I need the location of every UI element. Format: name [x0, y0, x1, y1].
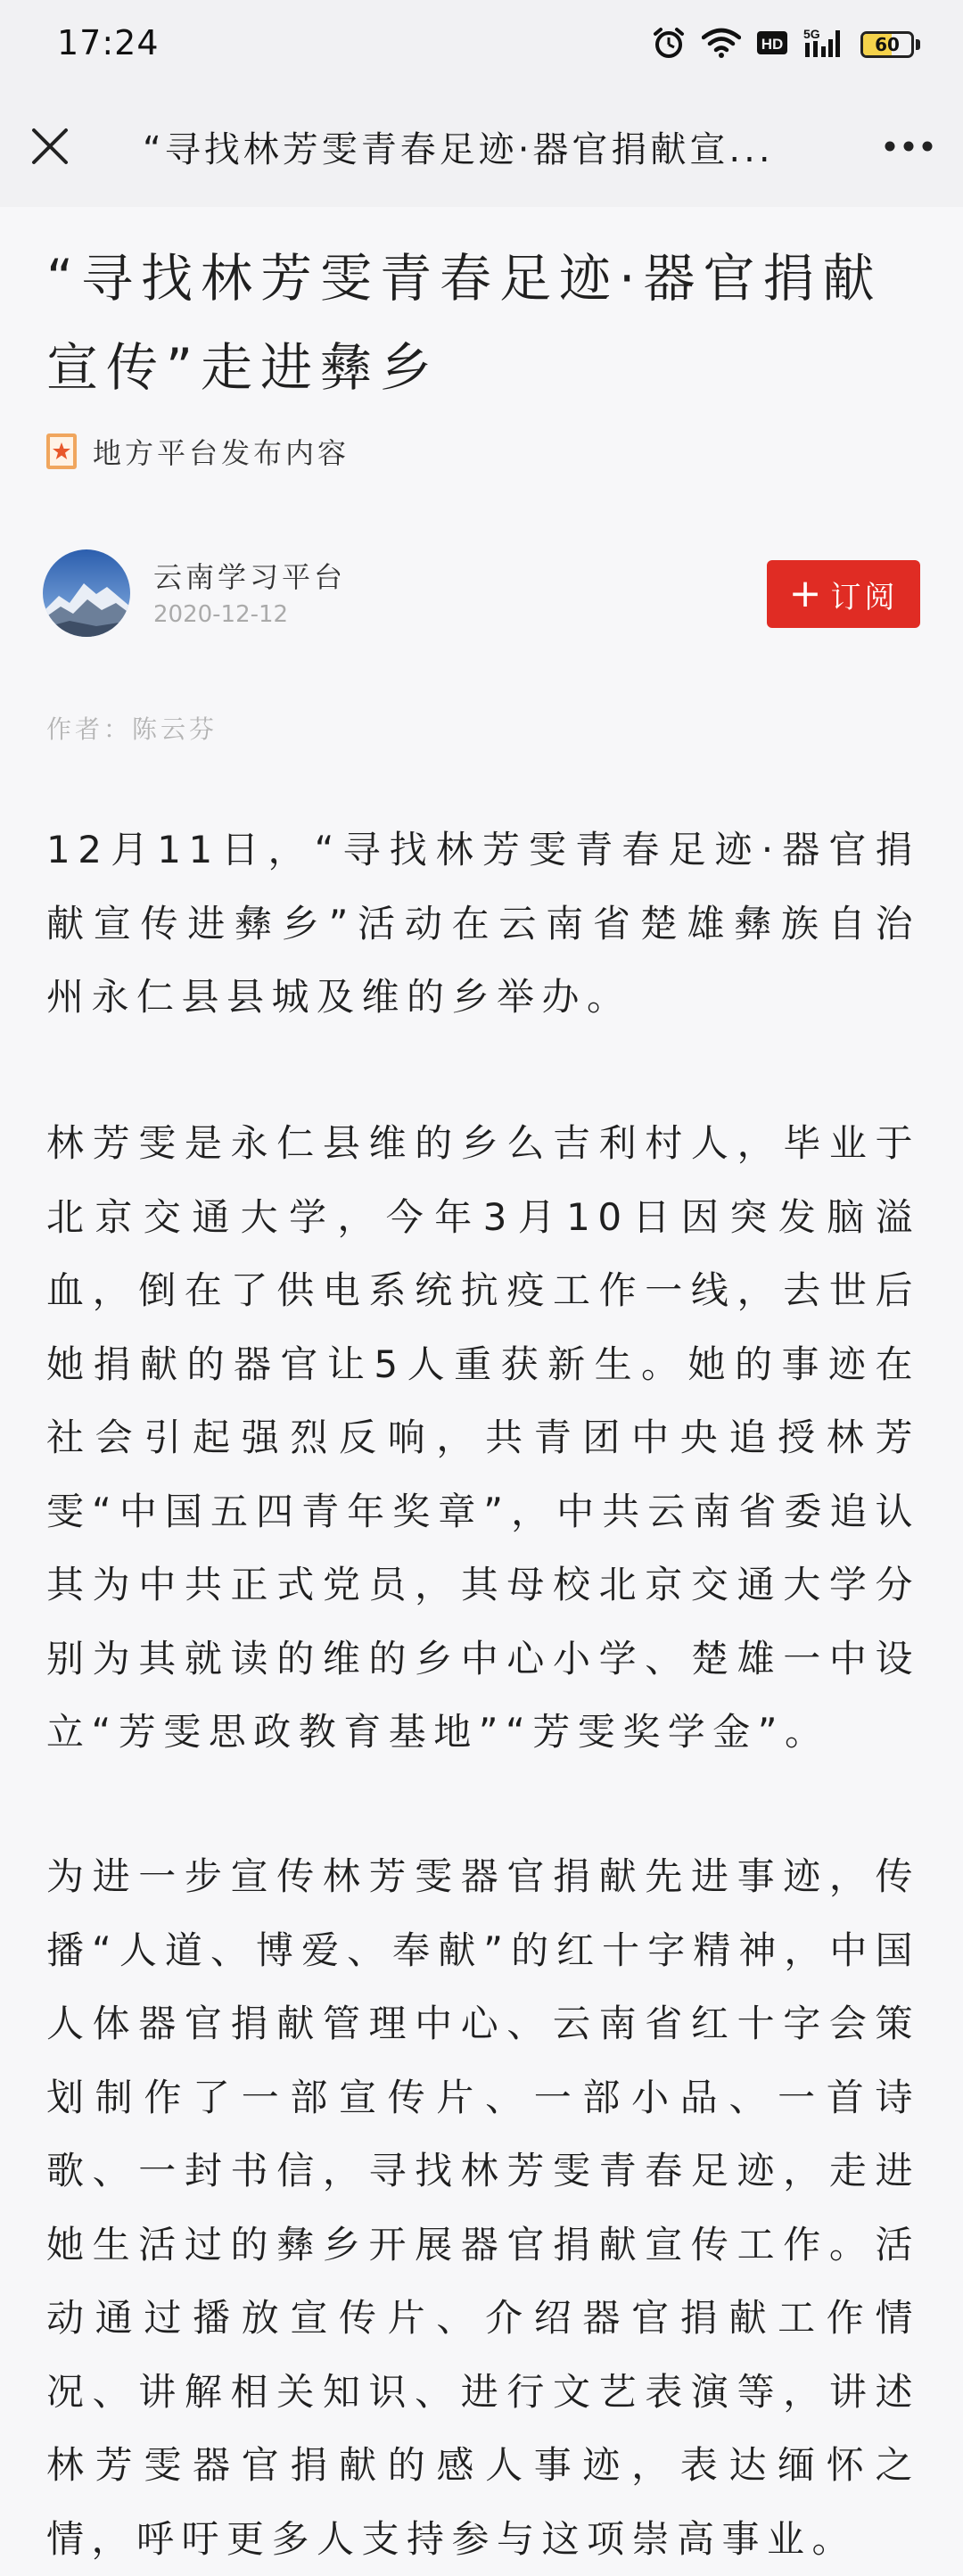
subscribe-label: 订阅	[830, 579, 899, 615]
article-headline: “寻找林芳雯青春足迹·器官捐献宣传”走进彝乡	[46, 248, 883, 398]
status-icons	[652, 25, 920, 64]
status-bar	[0, 0, 963, 89]
source-label: 地方平台发布内容	[93, 436, 350, 470]
more-icon	[884, 140, 934, 153]
publisher-avatar[interactable]	[43, 549, 130, 637]
battery-icon	[860, 31, 920, 58]
svg-text:5G: 5G	[803, 27, 820, 41]
source-row	[46, 432, 350, 471]
publisher-name[interactable]: 云南学习平台	[153, 560, 347, 594]
alarm-icon	[652, 26, 686, 63]
subscribe-button[interactable]	[767, 560, 920, 628]
close-button[interactable]	[23, 120, 77, 173]
status-time: 17:24	[57, 23, 160, 62]
publisher-row	[43, 549, 920, 639]
article	[0, 207, 963, 2561]
title-bar	[0, 89, 963, 207]
hd-icon	[757, 29, 787, 60]
more-button[interactable]	[877, 120, 940, 173]
article-paragraph: 林芳雯是永仁县维的乡么吉利村人，毕业于北京交通大学，今年3月10日因突发脑溢血，倒在了供电系统抗疫工作一线，去世后她捐献的器官让5人重获新生。她的事迹在社会引起强烈反响，共青团中央追授林芳雯“中国五四青年奖章”，中共云南省委追认其为中共正式党员，其母校北京交通大学分别为其就读的维的乡中心小学、楚雄一中设立“芳雯思政教育基地”“芳雯奖学金”。	[46, 1121, 920, 1754]
battery-level: 60	[875, 34, 900, 55]
5g-signal-icon	[803, 27, 844, 62]
page-title: “寻找林芳雯青春足迹·器官捐献宣...	[143, 129, 774, 170]
wifi-icon	[702, 28, 741, 62]
close-icon	[30, 127, 70, 166]
article-paragraph: 12月11日，“寻找林芳雯青春足迹·器官捐献宣传进彝乡”活动在云南省楚雄彝族自治州永仁县县城及维的乡举办。	[46, 828, 920, 1019]
article-paragraph: 为进一步宣传林芳雯器官捐献先进事迹，传播“人道、博爱、奉献”的红十字精神，中国人体器官捐献管理中心、云南省红十字会策划制作了一部宣传片、一部小品、一首诗歌、一封书信，寻找林芳雯青春足迹，走进她生活过的彝乡开展器官捐献宣传工作。活动通过播放宣传片、介绍器官捐献工作情况、讲解相关知识、进行文艺表演等，讲述林芳雯器官捐献的感人事迹，表达缅怀之情，呼吁更多人支持参与这项崇高事业。	[46, 1854, 920, 2561]
svg-text:HD: HD	[761, 36, 784, 53]
plus-icon: +	[788, 571, 826, 616]
star-badge-icon	[46, 433, 77, 469]
author-byline: 作者：陈云芬	[46, 714, 218, 744]
publish-date: 2020-12-12	[153, 601, 289, 628]
